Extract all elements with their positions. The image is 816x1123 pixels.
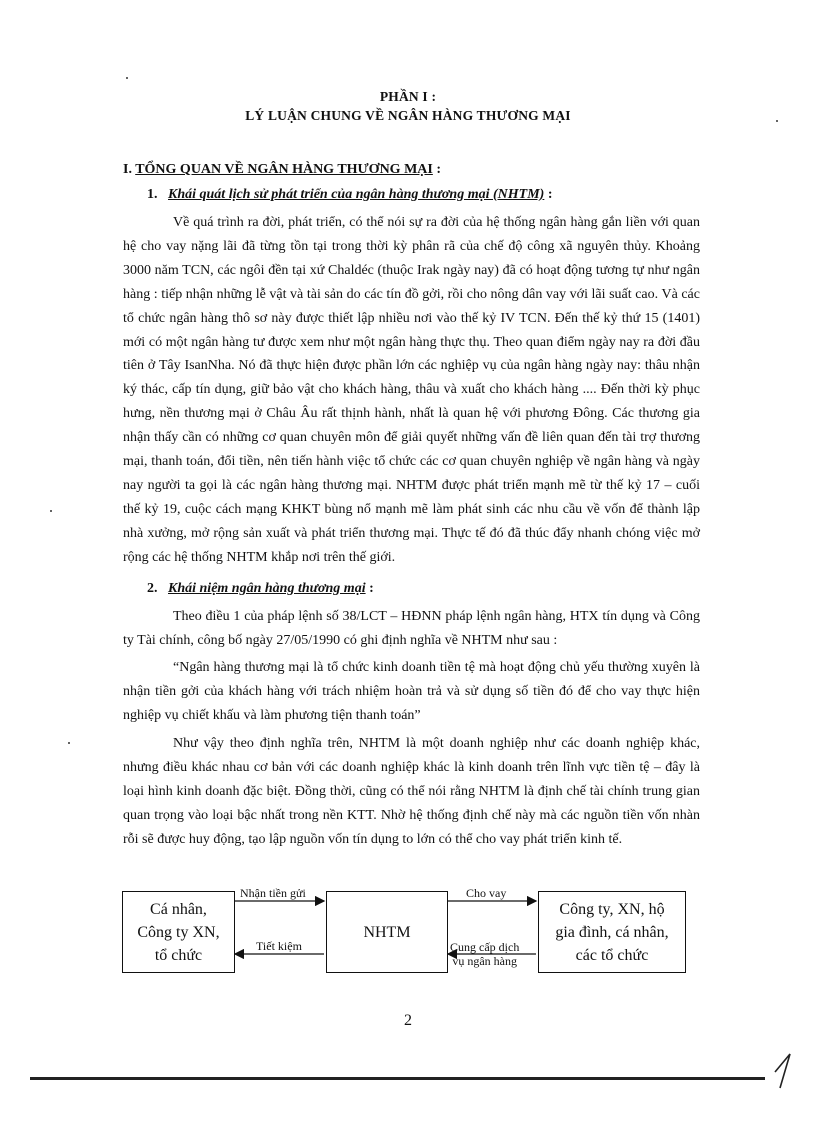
subsection-number: 1. [147, 187, 158, 202]
subsection-title: Khái niệm ngân hàng thương mại [168, 581, 366, 596]
subsection-title: Khái quát lịch sử phát triển của ngân hàng thương mại (NHTM) [168, 187, 545, 202]
box-line: Công ty, XN, hộ [559, 900, 665, 918]
arrow-label-lending: Cho vay [466, 886, 507, 900]
section-title: TỔNG QUAN VỀ NGÂN HÀNG THƯƠNG MẠI [135, 162, 433, 177]
flow-diagram [118, 885, 708, 985]
part-label: PHẦN I : [379, 89, 437, 104]
page-number: 2 [404, 1012, 412, 1029]
arrow-label-services [450, 940, 519, 968]
arrow-label-savings: Tiết kiệm [256, 939, 302, 953]
section-suffix: : [432, 162, 442, 177]
section-heading [123, 162, 441, 178]
arrow-label-line: vụ ngân hàng [452, 954, 517, 968]
page-title: LÝ LUẬN CHUNG VỀ NGÂN HÀNG THƯƠNG MẠI [245, 108, 571, 123]
subsection-suffix: : [365, 581, 374, 596]
subsection-heading-1 [147, 187, 553, 203]
subsection-number: 2. [147, 581, 158, 596]
box-line: Cá nhân, [150, 900, 207, 918]
scan-speck [68, 742, 70, 744]
scan-speck [50, 510, 52, 512]
history-paragraph: Về quá trình ra đời, phát triển, có thể nói sự ra đời của hệ thống ngân hàng gắn liền với quan hệ cho vay nặng lãi đã từng tồn tại trong thời kỳ phân rã của chế độ công xã nguyên thủy. Khoảng 3000 năm TCN, các ngôi đền tại xứ Chaldéc (thuộc Irak ngày nay) đã có hoạt động tương tự như ngân hàng : tiếp nhận những lễ vật và tài sản do các tín đồ gởi, rồi cho nông dân vay với lãi suất cao. Và các tổ chức ngân hàng thô sơ này được thiết lập nhiều nơi vào thế kỷ IV TCN. Đến thế kỷ thứ 15 (1401) mới có một ngân hàng tư được xem như một ngân hàng thực thụ. Theo quan điểm ngày nay ra đời đầu tiên ở Tây IsanNha. Nó đã thực hiện được phần lớn các nghiệp vụ của ngân hàng ngày nay: thâu nhận ký thác, cấp tín dụng, giữ bảo vật cho khách hàng, thâu và xuất cho khách hàng .... Đến thời kỳ phục hưng, nền thương mại ở Châu Âu rất thịnh hành, nhất là quan hệ với phương Đông. Các thương gia nhận thấy cần có những cơ quan chuyên môn để giải quyết những vấn đề liên quan đến tài trợ thương mại, thanh toán, đổi tiền, nên tiến hành việc tổ chức các cơ quan chuyên nghiệp về ngân hàng và ngày nay người ta gọi là các ngân hàng thương mại. NHTM được phát triển mạnh mẽ từ thế kỷ 17 – cuối thế kỷ 19, cuộc cách mạng KHKT bùng nổ mạnh mẽ làm phát sinh các nhu cầu về vốn để thành lập nhà xưởng, mở rộng sản xuất và phát triển thương mại. Thực tế đó đã thúc đẩy nhanh chóng việc mở rộng các hệ thống NHTM khắp nơi trên thế giới. [123, 215, 700, 565]
law-paragraph: Theo điều 1 của pháp lệnh số 38/LCT – HĐNN pháp lệnh ngân hàng, HTX tín dụng và Công ty Tài chính, công bố ngày 27/05/1990 có ghi định nghĩa về NHTM như sau : [123, 609, 700, 648]
explanation-paragraph: Như vậy theo định nghĩa trên, NHTM là một doanh nghiệp như các doanh nghiệp khác, nhưng điều khác nhau cơ bản với các doanh nghiệp khác là kinh doanh trên lĩnh vực tiền tệ – đây là loại hình kinh doanh đặc biệt. Đồng thời, cũng có thể nói rằng NHTM là định chế tài chính trung gian quan trọng vào loại bậc nhất trong nền KTT. Nhờ hệ thống định chế này mà các nguồn tiền vốn nhàn rỗi sẽ được huy động, tạo lập nguồn vốn tín dụng to lớn có thể cho vay phát triển kinh tế. [123, 736, 700, 847]
box-line: các tổ chức [575, 946, 649, 964]
definition-quote: “Ngân hàng thương mại là tổ chức kinh doanh tiền tệ mà hoạt động chủ yếu thường xuyên là nhận tiền gởi của khách hàng với trách nhiệm hoàn trả và sử dụng số tiền đó để cho vay thực hiện nghiệp vụ chiết khấu và làm phương tiện thanh toán” [123, 660, 700, 723]
bottom-rule [30, 1077, 765, 1080]
section-number: I. [123, 162, 132, 177]
arrow-label-deposit: Nhận tiền gửi [240, 886, 306, 900]
subsection-suffix: : [544, 187, 553, 202]
bank-box [326, 891, 448, 973]
borrowers-box [538, 891, 686, 973]
subsection-heading-2 [147, 581, 374, 597]
arrow-label-line: Cung cấp dịch [450, 940, 520, 954]
box-line: tổ chức [154, 946, 203, 964]
pen-mark [772, 1050, 794, 1090]
box-line: gia đình, cá nhân, [555, 923, 669, 941]
box-label: NHTM [363, 923, 411, 941]
depositors-box [122, 891, 235, 973]
box-line: Công ty XN, [137, 923, 220, 941]
scan-speck [126, 77, 128, 79]
